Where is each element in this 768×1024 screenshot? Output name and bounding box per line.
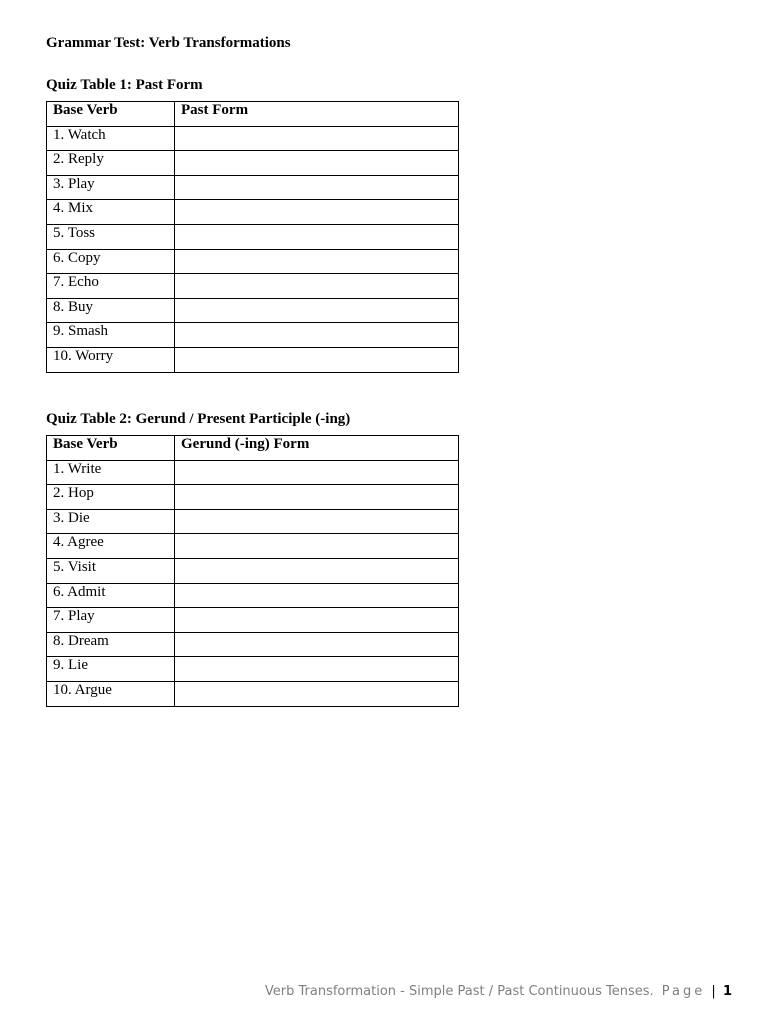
base-verb-cell: 2. Reply <box>47 151 175 176</box>
table2-heading: Quiz Table 2: Gerund / Present Participle (-ing) <box>46 411 351 427</box>
page-footer <box>265 983 732 1001</box>
answer-cell[interactable] <box>175 558 459 583</box>
table-row <box>47 249 459 274</box>
base-verb-cell: 9. Smash <box>47 323 175 348</box>
table1-heading: Quiz Table 1: Past Form <box>46 77 203 93</box>
column-header-gerund-form: Gerund (-ing) Form <box>175 436 459 461</box>
answer-cell[interactable] <box>175 151 459 176</box>
answer-cell[interactable] <box>175 460 459 485</box>
table-row <box>47 485 459 510</box>
answer-cell[interactable] <box>175 608 459 633</box>
gerund-form-table <box>46 435 459 707</box>
answer-cell[interactable] <box>175 298 459 323</box>
base-verb-cell: 4. Mix <box>47 200 175 225</box>
table-row <box>47 632 459 657</box>
answer-cell[interactable] <box>175 657 459 682</box>
table-header-row <box>47 102 459 127</box>
answer-cell[interactable] <box>175 583 459 608</box>
answer-cell[interactable] <box>175 347 459 372</box>
base-verb-cell: 1. Write <box>47 460 175 485</box>
base-verb-cell: 7. Echo <box>47 274 175 299</box>
column-header-base-verb: Base Verb <box>47 436 175 461</box>
table-row <box>47 583 459 608</box>
base-verb-cell: 1. Watch <box>47 126 175 151</box>
table-row <box>47 323 459 348</box>
answer-cell[interactable] <box>175 175 459 200</box>
past-form-table <box>46 101 459 373</box>
base-verb-cell: 8. Buy <box>47 298 175 323</box>
base-verb-cell: 8. Dream <box>47 632 175 657</box>
table-row <box>47 534 459 559</box>
document-title: Grammar Test: Verb Transformations <box>46 35 291 51</box>
answer-cell[interactable] <box>175 249 459 274</box>
base-verb-cell: 3. Play <box>47 175 175 200</box>
table-row <box>47 298 459 323</box>
table-row <box>47 126 459 151</box>
base-verb-cell: 2. Hop <box>47 485 175 510</box>
table-row <box>47 460 459 485</box>
answer-cell[interactable] <box>175 534 459 559</box>
table-row <box>47 608 459 633</box>
base-verb-cell: 6. Copy <box>47 249 175 274</box>
answer-cell[interactable] <box>175 323 459 348</box>
footer-text: Verb Transformation - Simple Past / Past Continuous Tenses. <box>264 984 654 999</box>
table-row <box>47 657 459 682</box>
table-row <box>47 347 459 372</box>
base-verb-cell: 6. Admit <box>47 583 175 608</box>
answer-cell[interactable] <box>175 632 459 657</box>
table-row <box>47 681 459 706</box>
base-verb-cell: 3. Die <box>47 509 175 534</box>
page-label: Page <box>661 984 706 999</box>
answer-cell[interactable] <box>175 126 459 151</box>
table-row <box>47 151 459 176</box>
base-verb-cell: 4. Agree <box>47 534 175 559</box>
base-verb-cell: 10. Argue <box>47 681 175 706</box>
base-verb-cell: 7. Play <box>47 608 175 633</box>
answer-cell[interactable] <box>175 485 459 510</box>
answer-cell[interactable] <box>175 200 459 225</box>
table-row <box>47 509 459 534</box>
column-header-base-verb: Base Verb <box>47 102 175 127</box>
table-row <box>47 274 459 299</box>
answer-cell[interactable] <box>175 509 459 534</box>
base-verb-cell: 5. Visit <box>47 558 175 583</box>
page-separator: | <box>711 984 716 999</box>
column-header-past-form: Past Form <box>175 102 459 127</box>
base-verb-cell: 10. Worry <box>47 347 175 372</box>
table-row <box>47 558 459 583</box>
table-row <box>47 175 459 200</box>
page-number: 1 <box>722 984 732 999</box>
table-row <box>47 224 459 249</box>
answer-cell[interactable] <box>175 681 459 706</box>
base-verb-cell: 5. Toss <box>47 224 175 249</box>
base-verb-cell: 9. Lie <box>47 657 175 682</box>
answer-cell[interactable] <box>175 224 459 249</box>
table-header-row <box>47 436 459 461</box>
answer-cell[interactable] <box>175 274 459 299</box>
table-row <box>47 200 459 225</box>
